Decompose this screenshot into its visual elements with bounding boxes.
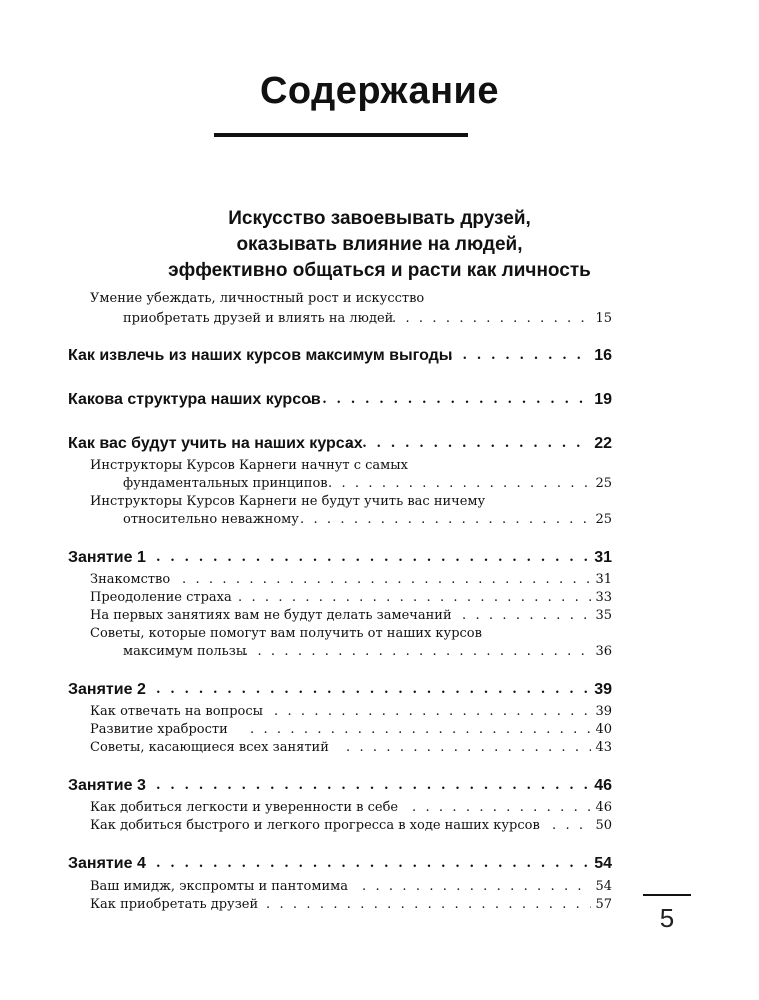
toc-page-number: 46 [595, 800, 612, 815]
page-number-rule [643, 894, 691, 896]
toc-leader-dots [346, 738, 591, 758]
toc-entry-label: Какова структура наших курсов [68, 391, 321, 408]
toc-page-number: 40 [595, 722, 612, 737]
page-title: Содержание [259, 70, 500, 112]
toc-entry-label: Как приобретать друзей [90, 897, 259, 912]
toc-page-number: 25 [595, 476, 612, 491]
toc-page-number: 22 [594, 435, 612, 452]
toc-leader-dots [412, 798, 591, 818]
toc-leader-dots [156, 776, 591, 796]
toc-entry-label: Занятие 4 [68, 855, 146, 872]
toc-leader-dots [274, 702, 591, 722]
toc-entry-label: На первых занятиях вам не будут делать замечаний [90, 608, 452, 623]
toc-page-number: 57 [595, 897, 612, 912]
toc-entry-label: Советы, которые помогут вам получить от наших курсов [90, 626, 482, 641]
toc-entry-label: максимум пользы [123, 644, 247, 659]
toc-entry-label: приобретать друзей и влиять на людей [123, 311, 394, 326]
toc-page-number: 35 [595, 608, 612, 623]
toc-entry-label: фундаментальных принципов [123, 476, 328, 491]
page-number: 5 [659, 903, 675, 933]
toc-page-number: 54 [594, 855, 612, 872]
toc-leader-dots [552, 816, 591, 836]
toc-entry-label: Занятие 2 [68, 681, 146, 698]
book-title [0, 206, 759, 284]
toc-page-number: 25 [595, 512, 612, 527]
toc-leader-dots [300, 510, 591, 530]
toc-leader-dots [244, 642, 591, 662]
toc-page-number: 54 [595, 879, 612, 894]
toc-leader-dots [156, 854, 591, 874]
toc-entry-label: Как добиться легкости и уверенности в себе [90, 800, 399, 815]
toc-page-number: 33 [595, 590, 612, 605]
toc-leader-dots [182, 570, 591, 590]
book-title-line: эффективно общаться и расти как личность [168, 260, 591, 281]
toc-page-number: 31 [594, 549, 612, 566]
toc-leader-dots [328, 474, 591, 494]
toc-entry-label: Умение убеждать, личностный рост и искусство [90, 291, 425, 306]
toc-page-number: 39 [595, 704, 612, 719]
toc-entry-label: Инструкторы Курсов Карнеги начнут с самых [90, 458, 408, 473]
toc-entry-label: Занятие 3 [68, 777, 146, 794]
toc-page-number: 36 [595, 644, 612, 659]
toc-leader-dots [434, 346, 591, 366]
toc-page-number: 46 [594, 777, 612, 794]
toc-entry-label: Преодоление страха [90, 590, 232, 605]
toc-page-number: 15 [595, 311, 612, 326]
toc-entry-label: относительно неважному [123, 512, 299, 527]
book-title-line: оказывать влияние на людей, [236, 234, 523, 255]
toc-leader-dots [308, 390, 591, 410]
toc-entry-label: Знакомство [90, 572, 171, 587]
toc-page-number: 39 [594, 681, 612, 698]
toc-entry-label: Развитие храбрости [90, 722, 228, 737]
toc-entry-label: Как вас будут учить на наших курсах [68, 435, 363, 452]
toc-leader-dots [156, 680, 591, 700]
toc-leader-dots [392, 309, 591, 329]
title-underline [214, 133, 468, 137]
toc-page-number: 19 [594, 391, 612, 408]
toc-page-number: 31 [595, 572, 612, 587]
toc-leader-dots [250, 720, 591, 740]
toc-entry-label: Как отвечать на вопросы [90, 704, 263, 719]
toc-page-number: 43 [595, 740, 612, 755]
toc-entry-label: Как добиться быстрого и легкого прогресса в ходе наших курсов [90, 818, 540, 833]
toc-leader-dots [362, 877, 591, 897]
toc-leader-dots [266, 895, 591, 915]
book-title-line: Искусство завоевывать друзей, [228, 208, 531, 229]
toc-entry-label: Занятие 1 [68, 549, 146, 566]
toc-entry-label: Инструкторы Курсов Карнеги не будут учить вас ничему [90, 494, 486, 509]
toc-entry-label: Как извлечь из наших курсов максимум выгоды [68, 347, 453, 364]
toc-entry-label: Ваш имидж, экспромты и пантомима [90, 879, 349, 894]
toc-page-number: 50 [595, 818, 612, 833]
toc-page-number: 16 [594, 347, 612, 364]
toc-leader-dots [156, 548, 591, 568]
toc-leader-dots [462, 606, 591, 626]
toc-entry-label: Советы, касающиеся всех занятий [90, 740, 329, 755]
toc-leader-dots [348, 434, 591, 454]
toc-leader-dots [238, 588, 591, 608]
